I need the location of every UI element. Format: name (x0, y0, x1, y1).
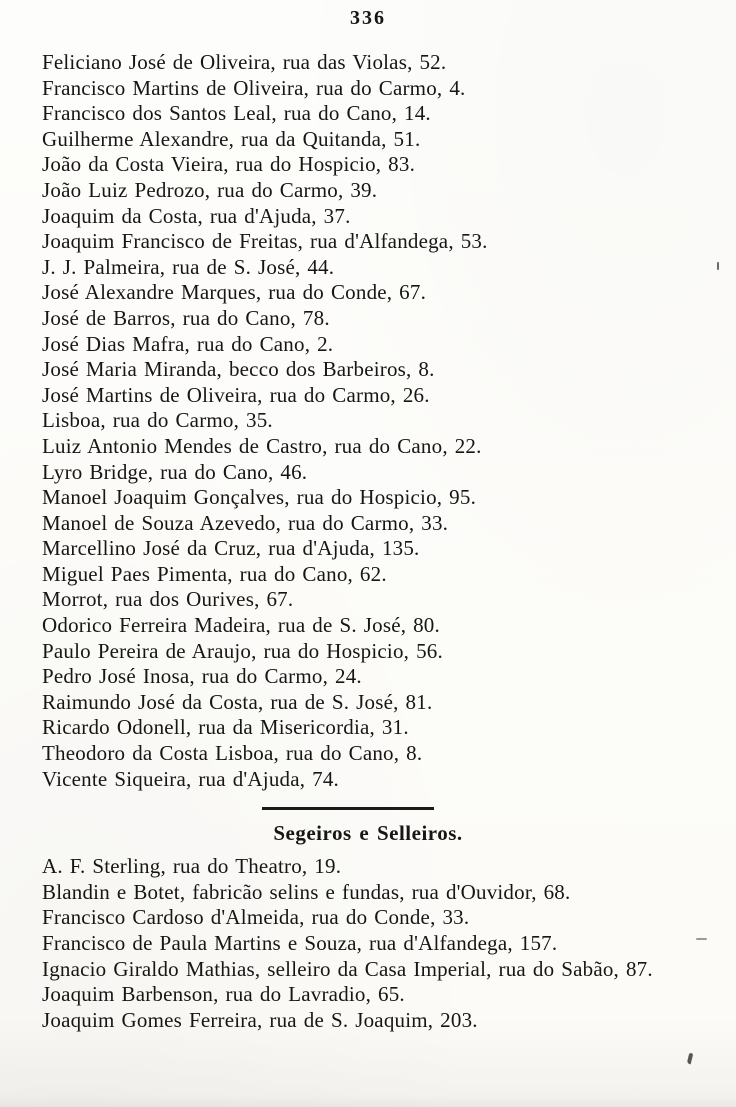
directory-entry: Pedro José Inosa, rua do Carmo, 24. (42, 664, 362, 689)
directory-entry: Theodoro da Costa Lisboa, rua do Cano, 8. (42, 741, 423, 766)
directory-entry: Joaquim Gomes Ferreira, rua de S. Joaquim, 203. (42, 1007, 478, 1032)
directory-entry: Joaquim Francisco de Freitas, rua d'Alfandega, 53. (42, 229, 488, 254)
directory-entry: J. J. Palmeira, rua de S. José, 44. (42, 254, 335, 279)
scan-artifact (696, 938, 707, 940)
directory-entry: Joaquim da Costa, rua d'Ajuda, 37. (42, 203, 351, 228)
directory-entry: José Dias Mafra, rua do Cano, 2. (42, 331, 334, 356)
directory-entry: Francisco Cardoso d'Almeida, rua do Conde, 33. (42, 905, 470, 930)
directory-entry: Manoel de Souza Azevedo, rua do Carmo, 33. (42, 510, 449, 535)
directory-entry: Feliciano José de Oliveira, rua das Violas, 52. (42, 50, 447, 74)
directory-entry: Miguel Paes Pimenta, rua do Cano, 62. (42, 561, 387, 586)
section-entry-list (0, 854, 736, 1033)
directory-entry: Morrot, rua dos Ourives, 67. (42, 587, 294, 612)
directory-entry: Ignacio Giraldo Mathias, selleiro da Casa Imperial, rua do Sabão, 87. (42, 956, 653, 981)
directory-entry-list (0, 50, 736, 792)
scan-artifact (717, 262, 719, 270)
directory-entry: Vicente Siqueira, rua d'Ajuda, 74. (42, 766, 339, 791)
directory-entry: Guilherme Alexandre, rua da Quitanda, 51. (42, 126, 421, 151)
section-divider-rule (262, 807, 434, 810)
directory-entry: Marcellino José da Cruz, rua d'Ajuda, 135. (42, 536, 420, 561)
directory-entry: João Luiz Pedrozo, rua do Carmo, 39. (42, 177, 378, 202)
directory-entry: José Martins de Oliveira, rua do Carmo, 26. (42, 382, 430, 407)
directory-entry: José Maria Miranda, becco dos Barbeiros, 8. (42, 357, 435, 382)
directory-entry: Blandin e Botet, fabricão selins e fundas, rua d'Ouvidor, 68. (42, 879, 571, 904)
directory-entry: Lisboa, rua do Carmo, 35. (42, 408, 273, 433)
directory-entry: José Alexandre Marques, rua do Conde, 67. (42, 280, 427, 305)
directory-entry: Joaquim Barbenson, rua do Lavradio, 65. (42, 982, 405, 1007)
directory-entry: Odorico Ferreira Madeira, rua de S. José, 80. (42, 613, 440, 638)
directory-entry: Ricardo Odonell, rua da Misericordia, 31. (42, 715, 409, 740)
directory-entry: Raimundo José da Costa, rua de S. José, 81. (42, 689, 433, 714)
directory-entry: Lyro Bridge, rua do Cano, 46. (42, 459, 308, 484)
directory-entry: João da Costa Vieira, rua do Hospicio, 83. (42, 152, 416, 177)
directory-entry: Paulo Pereira de Araujo, rua do Hospicio, 56. (42, 638, 443, 663)
directory-entry: Francisco de Paula Martins e Souza, rua d'Alfandega, 157. (42, 931, 558, 955)
directory-entry: Luiz Antonio Mendes de Castro, rua do Cano, 22. (42, 433, 482, 458)
directory-entry: Francisco Martins de Oliveira, rua do Carmo, 4. (42, 75, 466, 100)
section-heading: Segeiros e Selleiros. (273, 821, 463, 846)
scan-artifact (687, 1053, 694, 1065)
directory-entry: A. F. Sterling, rua do Theatro, 19. (42, 854, 342, 879)
directory-entry: Francisco dos Santos Leal, rua do Cano, 14. (42, 101, 431, 126)
page-number: 336 (350, 7, 386, 29)
directory-entry: José de Barros, rua do Cano, 78. (42, 305, 330, 330)
directory-entry: Manoel Joaquim Gonçalves, rua do Hospicio, 95. (42, 485, 477, 510)
